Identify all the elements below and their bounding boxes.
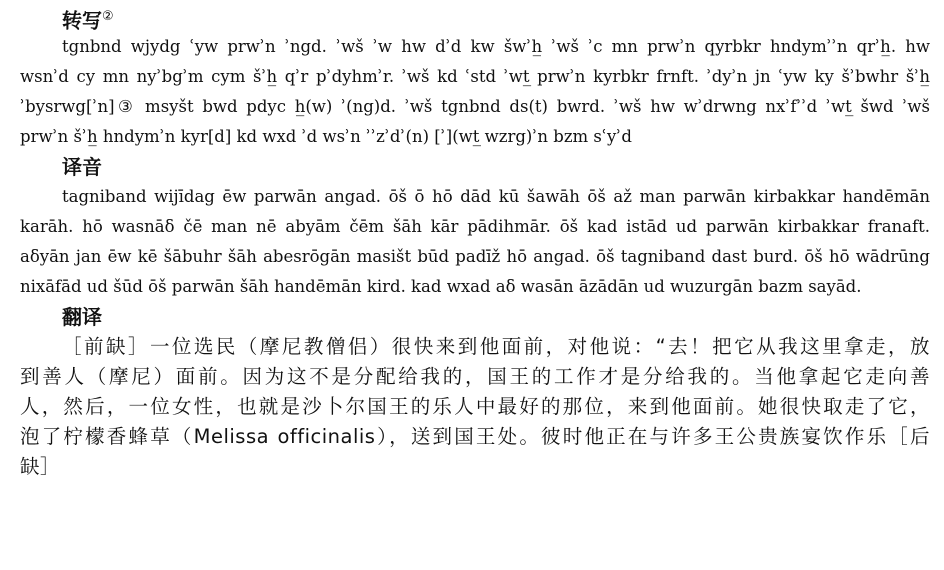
- transcription-block: [20, 182, 930, 302]
- translation-block: [20, 332, 930, 482]
- transcription-line: karāh. hō wasnāδ čē man nē abyām čēm šāh kār pādihmār. ōš kad istād ud parwān kirbakkar franaft.: [20, 217, 930, 236]
- transliteration-heading: [62, 2, 930, 32]
- transliteration-line: prwʾn šʾh̲ hndymʾn kyr[d] kd wxd ʾd wsʾn ʾʾzʾdʾ(n) [ʾ](wt̲ wzrg)ʾn bzm sʿyʾd: [20, 127, 632, 146]
- transcription-line: nixāfād ud šūd ōš parwān šāh handēmān kird. kad wxad aδ wasān āzādān ud wuzurgān bazm sayād.: [20, 277, 862, 296]
- translation-line: 泡了柠檬香蜂草（Melissa officinalis），送到国王处。彼时他正在与许多王公贵族宴饮作乐［后: [20, 425, 930, 448]
- translation-line: ［前缺］一位选民（摩尼教僧侣）很快来到他面前，对他说：“去！把它从我这里拿走，放: [62, 335, 930, 358]
- transliteration-line: ʾbysrwg[ʾn]③ msyšt bwd pdyc h̲(w) ʾ(ng)d. ʾwš tgnbnd ds(t) bwrd. ʾwš hw wʾdrwng nxʾfʾʾd ʾwt̲ šwd ʾwš: [20, 97, 930, 116]
- transliteration-line: wsnʾd cy mn nyʾbgʾm cym šʾh̲ qʾr pʾdyhmʾr. ʾwš kd ʿstd ʾwt̲ prwʾn kyrbkr frnft. ʾdyʾn jn ʿyw ky šʾbwhr šʾh̲: [20, 67, 930, 86]
- transcription-heading: 译音: [62, 155, 102, 179]
- transliteration-line: tgnbnd wjydg ʿyw prwʾn ʾngd. ʾwš ʾw hw dʾd kw šwʾh̲ ʾwš ʾc mn prwʾn qyrbkr hndymʾʾn qrʾh̲. hw: [62, 37, 930, 56]
- translation-line: 人，然后，一位女性，也就是沙卜尔国王的乐人中最好的那位，来到他面前。她很快取走了它，: [20, 395, 930, 418]
- transliteration-heading-text: 转写: [62, 8, 102, 33]
- translation-line: 缺］: [20, 455, 61, 478]
- transliteration-block: [20, 32, 930, 152]
- footnote-marker: ②: [102, 9, 114, 24]
- translation-line: 到善人（摩尼）面前。因为这不是分配给我的，国王的工作才是分给我的。当他拿起它走向善: [20, 365, 930, 388]
- transcription-line: aδyān jan ēw kē šābuhr šāh abesrōgān masišt būd padīž hō angad. ōš tagniband dast burd. ōš hō wādrūng: [20, 247, 930, 266]
- transcription-line: tagniband wijīdag ēw parwān angad. ōš ō hō dād kū šawāh ōš až man parwān kirbakkar handēmān: [62, 187, 930, 206]
- translation-heading: 翻译: [62, 305, 102, 329]
